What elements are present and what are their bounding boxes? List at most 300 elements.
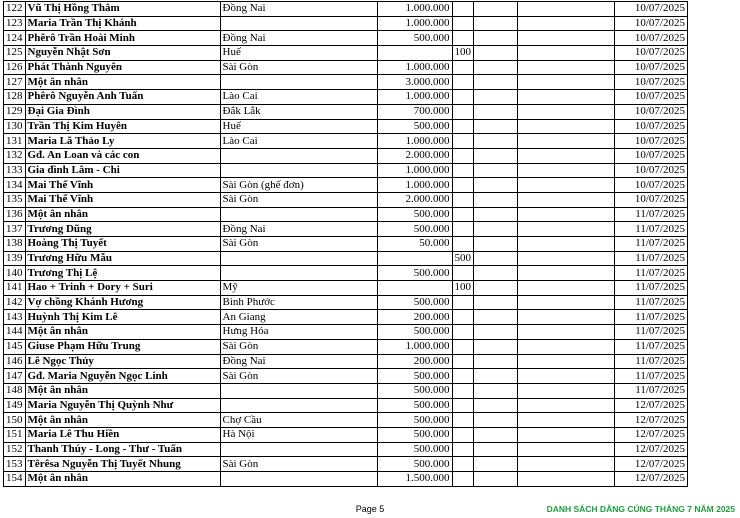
donation-date: 10/07/2025	[615, 2, 688, 17]
amount-vnd: 3.000.000	[377, 75, 452, 90]
row-number: 125	[4, 46, 26, 61]
note-cell	[518, 222, 615, 237]
amount-vnd: 1.000.000	[377, 339, 452, 354]
row-number: 151	[4, 427, 26, 442]
row-number: 137	[4, 222, 26, 237]
amount-other	[474, 104, 518, 119]
donor-name: Huỳnh Thị Kim Lê	[25, 310, 220, 325]
donation-date: 11/07/2025	[615, 251, 688, 266]
table-row	[4, 383, 688, 398]
amount-usd	[452, 266, 474, 281]
amount-other	[474, 90, 518, 105]
table-row	[4, 398, 688, 413]
amount-other	[474, 31, 518, 46]
donation-date: 10/07/2025	[615, 104, 688, 119]
donor-name: Thanh Thúy - Long - Thư - Tuấn	[25, 442, 220, 457]
donation-date: 10/07/2025	[615, 163, 688, 178]
donation-date: 12/07/2025	[615, 472, 688, 487]
note-cell	[518, 251, 615, 266]
donor-place: Đồng Nai	[220, 354, 377, 369]
amount-vnd: 1.000.000	[377, 60, 452, 75]
amount-vnd: 500.000	[377, 31, 452, 46]
note-cell	[518, 325, 615, 340]
table-row	[4, 31, 688, 46]
note-cell	[518, 427, 615, 442]
row-number: 141	[4, 281, 26, 296]
amount-other	[474, 251, 518, 266]
amount-other	[474, 457, 518, 472]
donation-date: 11/07/2025	[615, 369, 688, 384]
amount-vnd	[377, 251, 452, 266]
donor-place: Đồng Nai	[220, 222, 377, 237]
table-row	[4, 266, 688, 281]
donor-name: Trương Hữu Mẫu	[25, 251, 220, 266]
donor-name: Vợ chồng Khánh Hương	[25, 295, 220, 310]
donor-name: Maria Nguyễn Thị Quỳnh Như	[25, 398, 220, 413]
donor-place: Hà Nội	[220, 427, 377, 442]
donor-name: Trương Dũng	[25, 222, 220, 237]
amount-usd	[452, 119, 474, 134]
row-number: 142	[4, 295, 26, 310]
donation-date: 11/07/2025	[615, 207, 688, 222]
amount-usd	[452, 472, 474, 487]
amount-other	[474, 325, 518, 340]
donation-date: 10/07/2025	[615, 192, 688, 207]
amount-usd	[452, 442, 474, 457]
amount-other	[474, 237, 518, 252]
amount-other	[474, 281, 518, 296]
amount-vnd: 500.000	[377, 266, 452, 281]
note-cell	[518, 457, 615, 472]
note-cell	[518, 369, 615, 384]
amount-usd	[452, 310, 474, 325]
amount-usd	[452, 16, 474, 31]
amount-other	[474, 134, 518, 149]
note-cell	[518, 31, 615, 46]
donation-date: 11/07/2025	[615, 295, 688, 310]
table-row	[4, 281, 688, 296]
table-row	[4, 354, 688, 369]
amount-usd	[452, 134, 474, 149]
table-row	[4, 427, 688, 442]
amount-other	[474, 60, 518, 75]
amount-usd	[452, 75, 474, 90]
amount-usd	[452, 60, 474, 75]
donation-date: 10/07/2025	[615, 31, 688, 46]
amount-other	[474, 266, 518, 281]
amount-other	[474, 398, 518, 413]
amount-usd	[452, 237, 474, 252]
row-number: 140	[4, 266, 26, 281]
donation-date: 11/07/2025	[615, 325, 688, 340]
row-number: 154	[4, 472, 26, 487]
amount-other	[474, 222, 518, 237]
donor-place	[220, 207, 377, 222]
donation-date: 12/07/2025	[615, 442, 688, 457]
donor-name: Phêrô Trần Hoài Minh	[25, 31, 220, 46]
row-number: 126	[4, 60, 26, 75]
donation-date: 11/07/2025	[615, 237, 688, 252]
donor-name: Hao + Trinh + Dory + Suri	[25, 281, 220, 296]
amount-other	[474, 163, 518, 178]
donation-date: 11/07/2025	[615, 266, 688, 281]
amount-vnd: 200.000	[377, 310, 452, 325]
amount-other	[474, 75, 518, 90]
donor-name: Phát Thành Nguyên	[25, 60, 220, 75]
note-cell	[518, 383, 615, 398]
note-cell	[518, 281, 615, 296]
amount-vnd: 500.000	[377, 325, 452, 340]
row-number: 136	[4, 207, 26, 222]
donor-name: Phêrô Nguyễn Anh Tuấn	[25, 90, 220, 105]
note-cell	[518, 104, 615, 119]
document-title: DANH SÁCH DÂNG CÚNG THÁNG 7 NĂM 2025	[546, 504, 735, 514]
row-number: 132	[4, 148, 26, 163]
note-cell	[518, 207, 615, 222]
row-number: 127	[4, 75, 26, 90]
donor-place: Huế	[220, 46, 377, 61]
row-number: 145	[4, 339, 26, 354]
table-row	[4, 90, 688, 105]
donor-place: Chợ Cầu	[220, 413, 377, 428]
note-cell	[518, 354, 615, 369]
amount-usd	[452, 383, 474, 398]
table-row	[4, 413, 688, 428]
note-cell	[518, 310, 615, 325]
donation-date: 11/07/2025	[615, 383, 688, 398]
note-cell	[518, 472, 615, 487]
table-row	[4, 310, 688, 325]
amount-vnd: 2.000.000	[377, 192, 452, 207]
row-number: 148	[4, 383, 26, 398]
amount-other	[474, 148, 518, 163]
note-cell	[518, 90, 615, 105]
donor-place	[220, 383, 377, 398]
donation-date: 10/07/2025	[615, 46, 688, 61]
donation-table	[3, 1, 688, 487]
amount-vnd: 1.000.000	[377, 163, 452, 178]
donor-place: Sài Gòn	[220, 369, 377, 384]
amount-other	[474, 207, 518, 222]
amount-vnd	[377, 46, 452, 61]
table-row	[4, 75, 688, 90]
donor-place: Sài Gòn	[220, 339, 377, 354]
amount-other	[474, 427, 518, 442]
note-cell	[518, 46, 615, 61]
amount-vnd: 500.000	[377, 222, 452, 237]
donor-place: Đồng Nai	[220, 2, 377, 17]
donor-name: Mai Thế Vĩnh	[25, 192, 220, 207]
amount-other	[474, 2, 518, 17]
amount-usd	[452, 148, 474, 163]
table-row	[4, 16, 688, 31]
table-row	[4, 60, 688, 75]
amount-usd: 100	[452, 281, 474, 296]
amount-usd	[452, 207, 474, 222]
donor-place: Sài Gòn	[220, 237, 377, 252]
donor-name: Một ân nhân	[25, 383, 220, 398]
table-row	[4, 237, 688, 252]
donor-name: Giuse Phạm Hữu Trung	[25, 339, 220, 354]
note-cell	[518, 192, 615, 207]
amount-vnd: 500.000	[377, 457, 452, 472]
donor-name: Một ân nhân	[25, 472, 220, 487]
donation-date: 11/07/2025	[615, 281, 688, 296]
row-number: 134	[4, 178, 26, 193]
amount-vnd: 200.000	[377, 354, 452, 369]
table-row	[4, 369, 688, 384]
amount-usd	[452, 398, 474, 413]
amount-vnd: 500.000	[377, 295, 452, 310]
row-number: 124	[4, 31, 26, 46]
note-cell	[518, 134, 615, 149]
amount-vnd: 1.000.000	[377, 2, 452, 17]
donor-place	[220, 163, 377, 178]
donor-place	[220, 16, 377, 31]
donation-date: 12/07/2025	[615, 413, 688, 428]
row-number: 123	[4, 16, 26, 31]
amount-usd	[452, 295, 474, 310]
amount-vnd: 500.000	[377, 369, 452, 384]
amount-vnd: 500.000	[377, 427, 452, 442]
table-row	[4, 325, 688, 340]
note-cell	[518, 60, 615, 75]
row-number: 131	[4, 134, 26, 149]
donor-name: Đại Gia Đình	[25, 104, 220, 119]
donation-date: 10/07/2025	[615, 16, 688, 31]
note-cell	[518, 75, 615, 90]
row-number: 143	[4, 310, 26, 325]
amount-usd	[452, 427, 474, 442]
table-row	[4, 442, 688, 457]
page-number: Page 5	[355, 504, 385, 514]
table-row	[4, 457, 688, 472]
amount-usd	[452, 163, 474, 178]
donor-name: Một ân nhân	[25, 75, 220, 90]
note-cell	[518, 339, 615, 354]
donor-name: Gđ. Maria Nguyễn Ngọc Linh	[25, 369, 220, 384]
note-cell	[518, 16, 615, 31]
donation-date: 11/07/2025	[615, 222, 688, 237]
donor-place: Sài Gòn (ghế đơn)	[220, 178, 377, 193]
donor-place	[220, 472, 377, 487]
note-cell	[518, 178, 615, 193]
amount-other	[474, 442, 518, 457]
amount-usd	[452, 339, 474, 354]
row-number: 152	[4, 442, 26, 457]
donor-name: Một ân nhân	[25, 325, 220, 340]
amount-other	[474, 16, 518, 31]
donor-place: Đắk Lắk	[220, 104, 377, 119]
donor-name: Một ân nhân	[25, 207, 220, 222]
amount-usd	[452, 2, 474, 17]
amount-usd	[452, 369, 474, 384]
amount-vnd: 2.000.000	[377, 148, 452, 163]
row-number: 153	[4, 457, 26, 472]
note-cell	[518, 413, 615, 428]
amount-vnd: 500.000	[377, 413, 452, 428]
donor-name: Maria Trần Thị Khánh	[25, 16, 220, 31]
table-row	[4, 148, 688, 163]
donation-date: 12/07/2025	[615, 457, 688, 472]
table-row	[4, 339, 688, 354]
amount-other	[474, 310, 518, 325]
amount-vnd: 500.000	[377, 119, 452, 134]
donor-place	[220, 398, 377, 413]
row-number: 129	[4, 104, 26, 119]
amount-vnd: 1.000.000	[377, 178, 452, 193]
donor-place: Lào Cai	[220, 90, 377, 105]
donation-table-body	[4, 2, 688, 487]
amount-vnd: 500.000	[377, 207, 452, 222]
amount-usd	[452, 31, 474, 46]
amount-usd	[452, 457, 474, 472]
note-cell	[518, 148, 615, 163]
row-number: 128	[4, 90, 26, 105]
donor-place	[220, 266, 377, 281]
amount-usd	[452, 192, 474, 207]
donor-name: Trương Thị Lệ	[25, 266, 220, 281]
donation-date: 11/07/2025	[615, 354, 688, 369]
amount-vnd: 500.000	[377, 398, 452, 413]
amount-other	[474, 192, 518, 207]
table-row	[4, 222, 688, 237]
table-row	[4, 104, 688, 119]
donor-name: Maria Lã Thảo Ly	[25, 134, 220, 149]
donation-date: 10/07/2025	[615, 178, 688, 193]
donor-name: Têrêsa Nguyễn Thị Tuyết Nhung	[25, 457, 220, 472]
note-cell	[518, 119, 615, 134]
donor-name: Nguyễn Nhật Sơn	[25, 46, 220, 61]
note-cell	[518, 266, 615, 281]
donor-place: Sài Gòn	[220, 457, 377, 472]
donor-name: Lê Ngọc Thủy	[25, 354, 220, 369]
amount-usd	[452, 222, 474, 237]
amount-vnd: 1.000.000	[377, 90, 452, 105]
amount-other	[474, 46, 518, 61]
amount-other	[474, 295, 518, 310]
donor-place: Sài Gòn	[220, 60, 377, 75]
donor-name: Gia đình Lâm - Chi	[25, 163, 220, 178]
donor-place: Hưng Hóa	[220, 325, 377, 340]
donor-name: Mai Thế Vĩnh	[25, 178, 220, 193]
note-cell	[518, 2, 615, 17]
donor-place: Huế	[220, 119, 377, 134]
amount-other	[474, 369, 518, 384]
table-row	[4, 2, 688, 17]
donor-name: Vũ Thị Hồng Thắm	[25, 2, 220, 17]
donor-name: Hoàng Thị Tuyết	[25, 237, 220, 252]
row-number: 149	[4, 398, 26, 413]
table-row	[4, 163, 688, 178]
donation-date: 10/07/2025	[615, 60, 688, 75]
donation-date: 10/07/2025	[615, 90, 688, 105]
note-cell	[518, 163, 615, 178]
note-cell	[518, 237, 615, 252]
donor-place: Bình Phước	[220, 295, 377, 310]
row-number: 144	[4, 325, 26, 340]
amount-vnd: 50.000	[377, 237, 452, 252]
note-cell	[518, 398, 615, 413]
row-number: 130	[4, 119, 26, 134]
donor-name: Maria Lê Thu Hiền	[25, 427, 220, 442]
amount-usd	[452, 325, 474, 340]
row-number: 146	[4, 354, 26, 369]
amount-other	[474, 383, 518, 398]
row-number: 147	[4, 369, 26, 384]
table-row	[4, 472, 688, 487]
row-number: 139	[4, 251, 26, 266]
donor-place	[220, 148, 377, 163]
donation-date: 11/07/2025	[615, 310, 688, 325]
amount-usd	[452, 178, 474, 193]
donor-place: An Giang	[220, 310, 377, 325]
donation-date: 11/07/2025	[615, 339, 688, 354]
donor-place: Mỹ	[220, 281, 377, 296]
donor-name: Gđ. An Loan và các con	[25, 148, 220, 163]
row-number: 122	[4, 2, 26, 17]
donation-date: 10/07/2025	[615, 119, 688, 134]
amount-other	[474, 354, 518, 369]
amount-usd	[452, 104, 474, 119]
note-cell	[518, 442, 615, 457]
table-row	[4, 295, 688, 310]
donor-name: Một ân nhân	[25, 413, 220, 428]
amount-vnd: 1.000.000	[377, 134, 452, 149]
donation-date: 10/07/2025	[615, 148, 688, 163]
amount-usd	[452, 413, 474, 428]
amount-other	[474, 472, 518, 487]
table-row	[4, 134, 688, 149]
amount-other	[474, 413, 518, 428]
donation-date: 10/07/2025	[615, 134, 688, 149]
donor-place	[220, 75, 377, 90]
amount-usd	[452, 354, 474, 369]
donor-place: Đồng Nai	[220, 31, 377, 46]
amount-other	[474, 119, 518, 134]
donor-place	[220, 251, 377, 266]
table-row	[4, 119, 688, 134]
amount-usd	[452, 90, 474, 105]
amount-usd: 100	[452, 46, 474, 61]
donor-place: Sài Gòn	[220, 192, 377, 207]
amount-vnd: 1.000.000	[377, 16, 452, 31]
table-row	[4, 178, 688, 193]
amount-vnd: 1.500.000	[377, 472, 452, 487]
note-cell	[518, 295, 615, 310]
amount-other	[474, 339, 518, 354]
table-row	[4, 46, 688, 61]
row-number: 138	[4, 237, 26, 252]
amount-vnd: 500.000	[377, 442, 452, 457]
row-number: 135	[4, 192, 26, 207]
donor-name: Trần Thị Kim Huyên	[25, 119, 220, 134]
table-row	[4, 192, 688, 207]
table-row	[4, 207, 688, 222]
row-number: 150	[4, 413, 26, 428]
donor-place	[220, 442, 377, 457]
donation-date: 10/07/2025	[615, 75, 688, 90]
table-row	[4, 251, 688, 266]
amount-vnd	[377, 281, 452, 296]
donation-date: 12/07/2025	[615, 398, 688, 413]
amount-vnd: 500.000	[377, 383, 452, 398]
donation-date: 12/07/2025	[615, 427, 688, 442]
row-number: 133	[4, 163, 26, 178]
amount-usd: 500	[452, 251, 474, 266]
donor-place: Lào Cai	[220, 134, 377, 149]
amount-vnd: 700.000	[377, 104, 452, 119]
